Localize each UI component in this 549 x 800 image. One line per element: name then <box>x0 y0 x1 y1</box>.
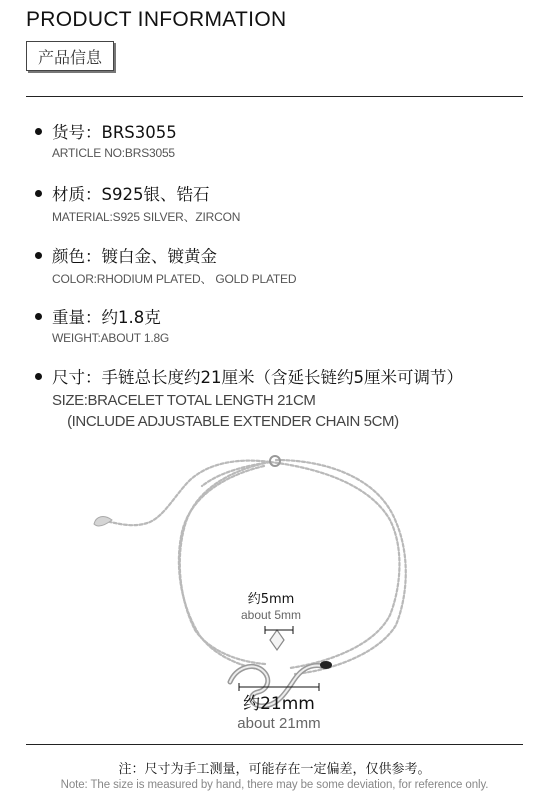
dimension-small-cn: 约5mm <box>247 592 295 607</box>
bullet-icon <box>35 190 42 197</box>
bullet-icon <box>35 252 42 259</box>
dimension-small <box>228 592 314 623</box>
bottom-divider <box>26 744 523 745</box>
spec-article-no <box>35 123 177 160</box>
spec-label-cn: 尺寸：手链总长度约21厘米（含延长链约5厘米可调节） <box>52 368 463 387</box>
top-divider <box>26 96 523 97</box>
section-tag: 产品信息 <box>26 41 114 71</box>
spec-material <box>35 185 240 225</box>
bullet-icon <box>35 313 42 320</box>
spec-weight <box>35 308 169 345</box>
spec-label-en: WEIGHT:ABOUT 1.8G <box>52 331 170 345</box>
bullet-icon <box>35 128 42 135</box>
dimension-large-line <box>238 682 320 692</box>
spec-label-en: SIZE:BRACELET TOTAL LENGTH 21CM <box>52 392 316 409</box>
spec-label-en: COLOR:RHODIUM PLATED、 GOLD PLATED <box>52 272 297 286</box>
dimension-large-en: about 21mm <box>237 715 321 732</box>
dimension-large-cn: 约21mm <box>243 694 315 714</box>
spec-label-cn: 重量：约1.8克 <box>52 308 161 327</box>
dimension-small-en: about 5mm <box>240 608 302 622</box>
note-cn: 注：尺寸为手工测量，可能存在一定偏差，仅供参考。 <box>118 762 431 777</box>
spec-label-en-extra: (INCLUDE ADJUSTABLE EXTENDER CHAIN 5CM) <box>52 413 399 430</box>
spec-label-cn: 材质：S925银、锆石 <box>52 185 210 204</box>
bullet-icon <box>35 373 42 380</box>
spec-label-en: ARTICLE NO:BRS3055 <box>52 146 175 160</box>
spec-color <box>35 247 296 287</box>
bracelet-image <box>90 440 450 720</box>
spec-label-en: MATERIAL:S925 SILVER、ZIRCON <box>52 210 241 224</box>
spec-label-cn: 颜色：镀白金、镀黄金 <box>52 247 217 266</box>
page-title: PRODUCT INFORMATION <box>26 8 287 31</box>
note-en: Note: The size is measured by hand, there may be some deviation, for reference only. <box>60 779 489 791</box>
spec-size <box>35 368 463 431</box>
spec-label-cn: 货号：BRS3055 <box>52 123 177 142</box>
dimension-small-line <box>264 625 294 635</box>
dimension-large <box>214 694 344 733</box>
